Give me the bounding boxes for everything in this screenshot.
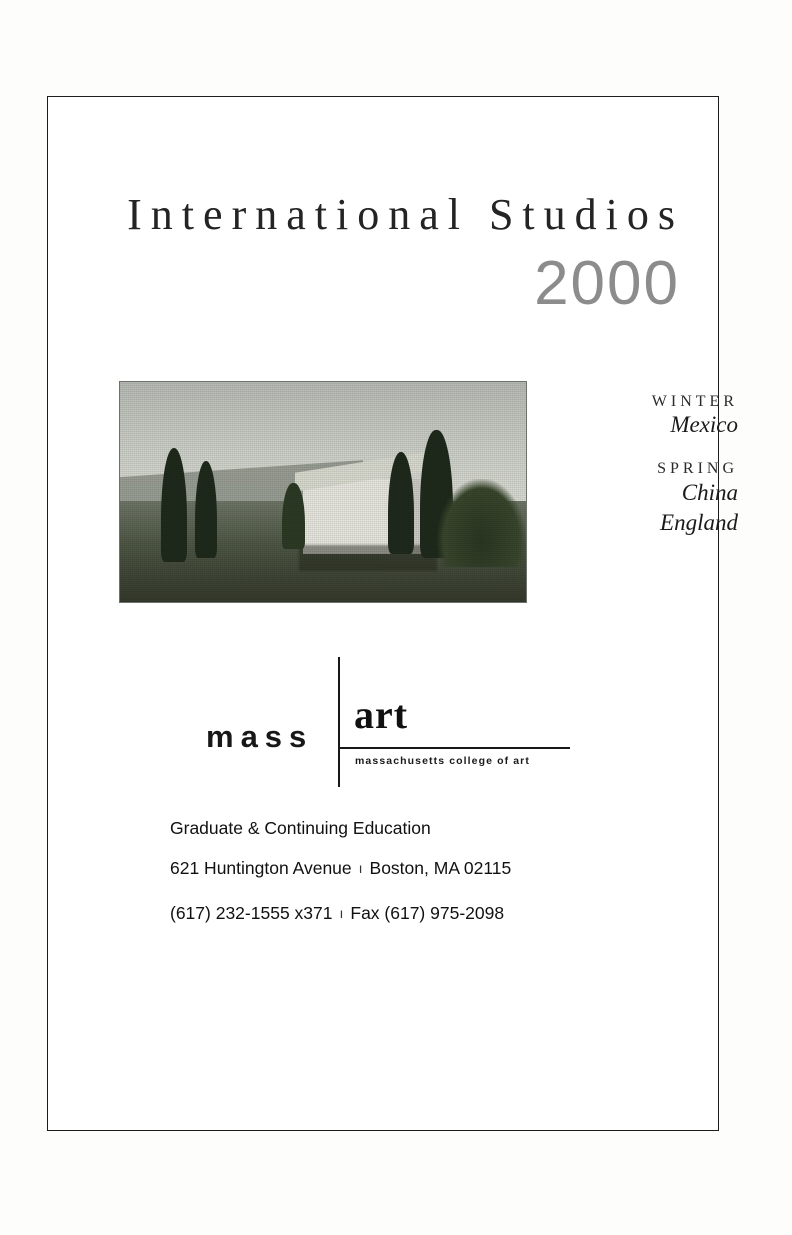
season-spring [538,460,738,538]
contact-line [170,905,650,923]
page-title: International Studios [127,190,684,239]
massart-logo [158,657,578,787]
season-list [538,393,768,540]
cover-photograph [119,381,527,603]
logo-tagline: massachusetts college of art [355,755,530,767]
title-block [48,190,688,318]
photo-halftone-grain [120,382,526,602]
address-street-line [170,857,650,878]
season-label: WINTER [651,393,738,410]
address-department: Graduate & Continuing Education [170,818,431,838]
logo-vertical-rule [338,657,340,787]
address-street: 621 Huntington Avenue [170,857,352,878]
address-city: Boston, MA 02115 [369,857,512,878]
contact-separator: ı [339,905,344,921]
season-destination: China [681,479,738,505]
title-year: 2000 [534,249,680,318]
address-block [170,820,650,945]
phone-number: (617) 232-1555 x371 [170,903,333,923]
logo-mass-text: mass [206,719,314,754]
fax-number: Fax (617) 975-2098 [350,903,505,923]
address-separator: ı [358,859,363,876]
season-destination: Mexico [670,412,738,438]
cover-frame [47,96,738,1131]
logo-art-text: art [354,692,409,737]
logo-horizontal-rule [340,747,570,749]
season-destination: England [660,510,738,536]
season-label: SPRING [657,460,738,478]
season-winter [538,393,738,440]
